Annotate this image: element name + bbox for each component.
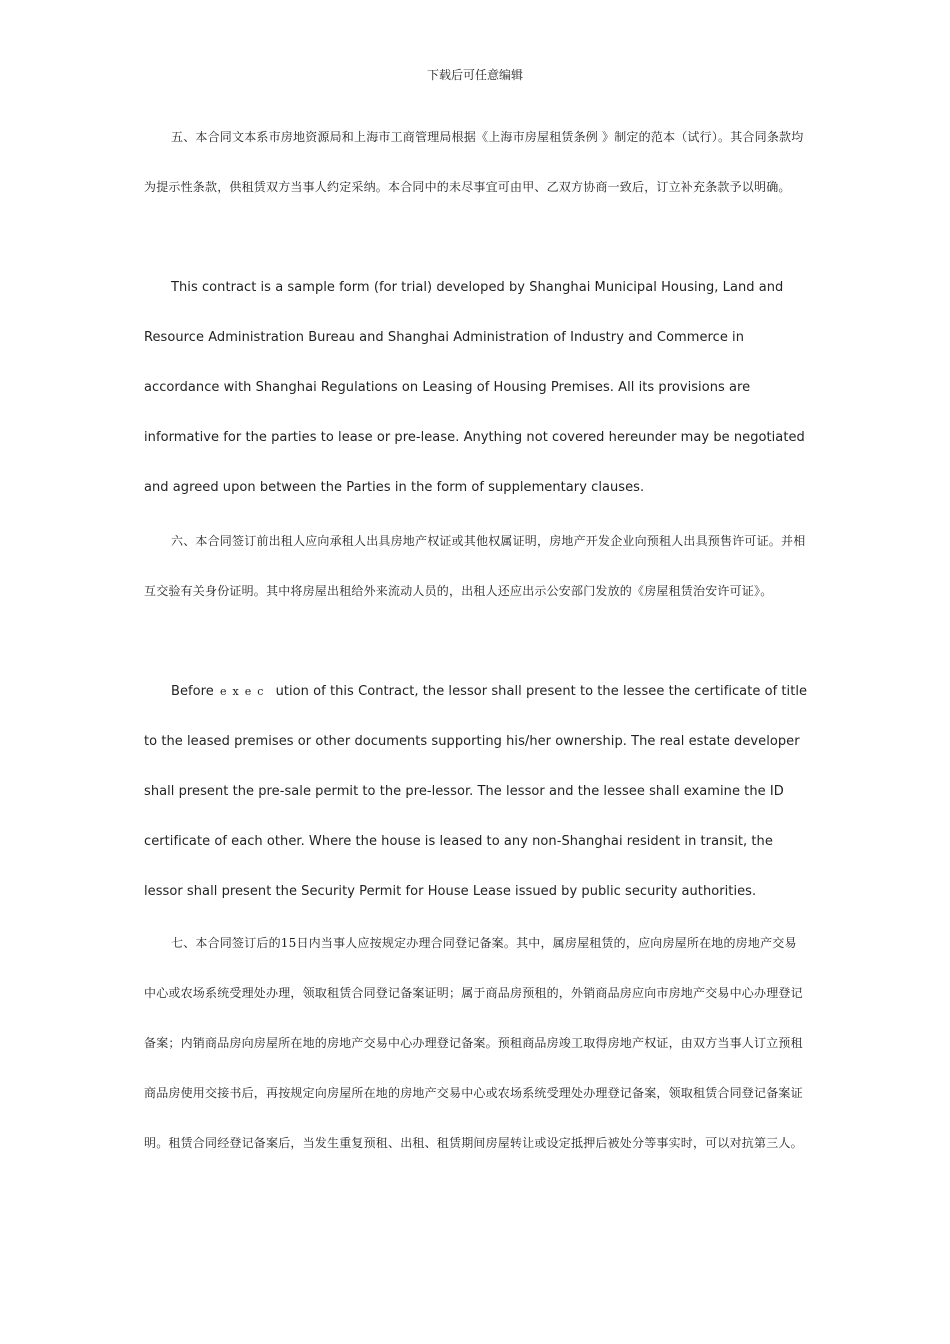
paragraph-5-english: This contract is a sample form (for trial) developed by Shanghai Municipal Housing, Land and Resource Administration Bureau and Shanghai Administration of Industry and Commerce in accordance with Shanghai Regulations on Leasing of Housing Premises. All its provisions are informative for the parties to lease or pre-lease. Anything not covered hereunder may be negotiated and agreed upon between the Parties in the form of supplementary clauses. bbox=[144, 280, 805, 495]
paragraph-7-chinese: 七、本合同签订后的15日内当事人应按规定办理合同登记备案。其中，属房屋租赁的，应向房屋所在地的房地产交易中心或农场系统受理处办理，领取租赁合同登记备案证明；属于商品房预租的，外销商品房应向市房地产交易中心办理登记备案；内销商品房向房屋所在地的房地产交易中心办理登记备案。预租商品房竣工取得房地产权证，由双方当事人订立预租商品房使用交接书后，再按规定向房屋所在地的房地产交易中心或农场系统受理处办理登记备案，领取租赁合同登记备案证明。租赁合同经登记备案后，当发生重复预租、出租、租赁期间房屋转让或设定抵押后被处分等事实时，可以对抗第三人。 bbox=[144, 936, 803, 1150]
paragraph-6-chinese: 六、本合同签订前出租人应向承租人出具房地产权证或其他权属证明，房地产开发企业向预租人出具预售许可证。并相互交验有关身份证明。其中将房屋出租给外来流动人员的，出租人还应出示公安部门发放的《房屋租赁治安许可证》。 bbox=[144, 534, 806, 598]
paragraph-6-english-rest: ution of this Contract, the lessor shall present to the lessee the certificate of title to the leased premises or other documents supporting his/her ownership. The real estate developer shall present the pre-sale permit to the pre-lessor. The lessor and the lessee shall examine the ID certificate of each other. Where the house is leased to any non-Shanghai resident in transit, the lessor shall present the Security Permit for House Lease issued by public security authorities. bbox=[144, 684, 808, 899]
paragraph-6-english-start: Before bbox=[171, 684, 214, 699]
paragraph-6-english bbox=[144, 667, 808, 917]
paragraph-6-english-spaced: exec bbox=[220, 685, 270, 698]
paragraph-5-chinese: 五、本合同文本系市房地资源局和上海市工商管理局根据《上海市房屋租赁条例 》制定的范本（试行）。其合同条款均为提示性条款，供租赁双方当事人约定采纳。本合同中的未尽事宜可由甲、乙双方协商一致后，订立补充条款予以明确。 bbox=[144, 130, 804, 194]
page-header: 下载后可任意编辑 bbox=[426, 68, 523, 82]
